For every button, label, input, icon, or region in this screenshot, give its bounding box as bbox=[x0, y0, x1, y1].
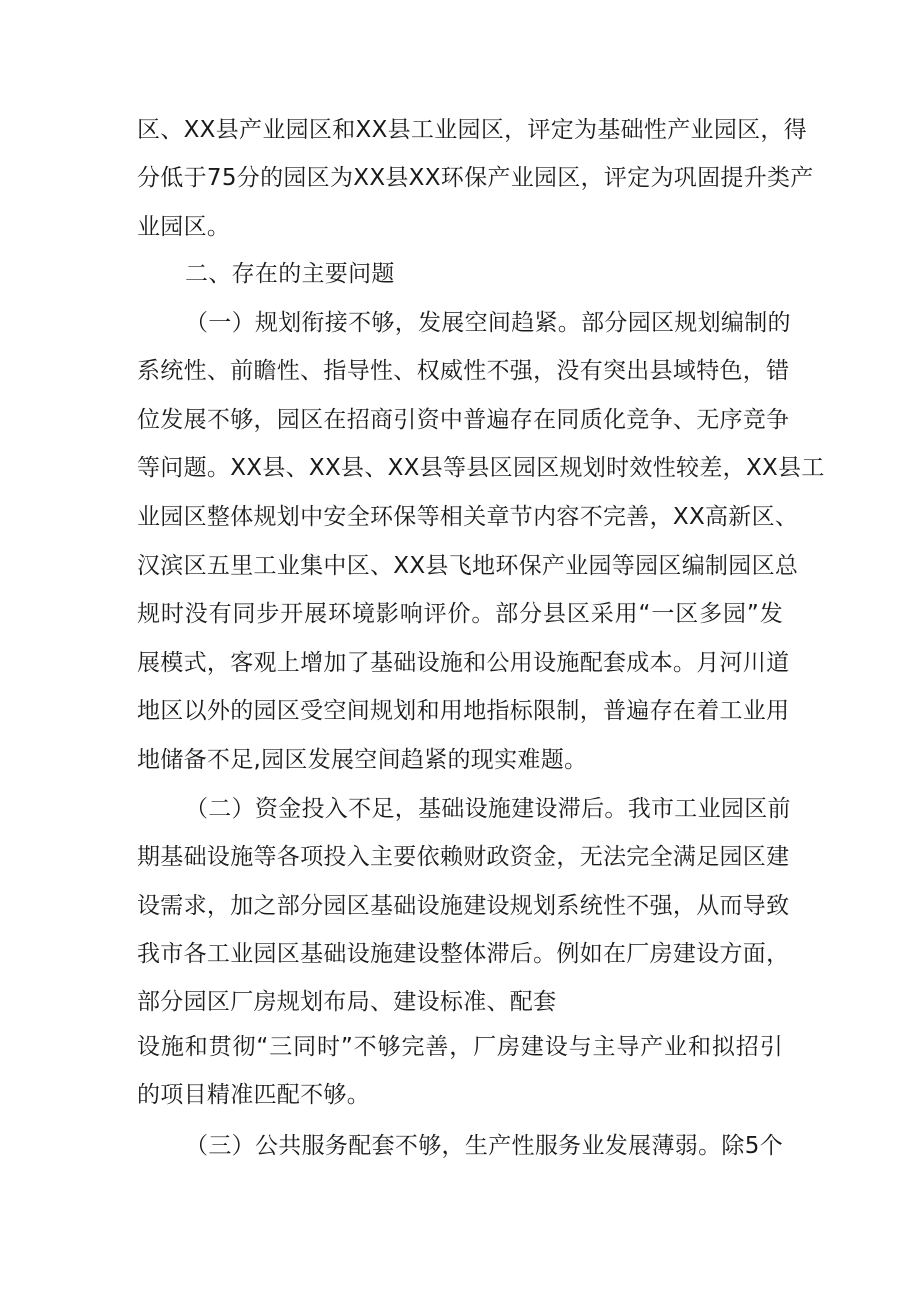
paragraph-line: 汉滨区五里工业集中区、XX县飞地环保产业园等园区编制园区总 bbox=[137, 553, 799, 579]
paragraph-line: 地区以外的园区受空间规划和用地指标限制，普遍存在着工业用 bbox=[137, 698, 790, 724]
paragraph-line: 的项目精准匹配不够。 bbox=[137, 1082, 370, 1108]
paragraph-line: 分低于75分的园区为XX县XX环保产业园区，评定为巩固提升类产 bbox=[137, 165, 814, 191]
paragraph-line: 区、XX县产业园区和XX县工业园区，评定为基础性产业园区，得 bbox=[137, 117, 808, 143]
paragraph-line: 期基础设施等各项投入主要依赖财政资金，无法完全满足园区建 bbox=[137, 844, 790, 870]
paragraph-line: 等问题。XX县、XX县、XX县等县区园区规划时效性较差，XX县工 bbox=[137, 455, 825, 481]
paragraph-line: 部分园区厂房规划布局、建设标准、配套 bbox=[137, 989, 557, 1015]
paragraph-line: 设施和贯彻“三同时”不够完善，厂房建设与主导产业和拟招引 bbox=[137, 1034, 783, 1060]
paragraph-line: 业园区。 bbox=[137, 214, 231, 240]
subsection-heading-line: （一）规划衔接不够，发展空间趋紧。部分园区规划编制的 bbox=[185, 310, 791, 336]
paragraph-line: 展模式，客观上增加了基础设施和公用设施配套成本。月河川道 bbox=[137, 650, 790, 676]
paragraph-line: 业园区整体规划中安全环保等相关章节内容不完善，XX高新区、 bbox=[137, 504, 799, 530]
paragraph-line: 规时没有同步开展环境影响评价。部分县区采用“一区多园”发 bbox=[137, 601, 783, 627]
section-heading: 二、存在的主要问题 bbox=[185, 261, 395, 287]
paragraph-line: 系统性、前瞻性、指导性、权威性不强，没有突出县域特色，错 bbox=[137, 358, 790, 384]
paragraph-line: 地储备不足,园区发展空间趋紧的现实难题。 bbox=[137, 747, 588, 773]
subsection-heading-line: （三）公共服务配套不够，生产性服务业发展薄弱。除5个 bbox=[185, 1133, 783, 1159]
paragraph-line: 我市各工业园区基础设施建设整体滞后。例如在厂房建设方面， bbox=[137, 941, 790, 967]
subsection-heading-line: （二）资金投入不足，基础设施建设滞后。我市工业园区前 bbox=[185, 796, 791, 822]
paragraph-line: 设需求，加之部分园区基础设施建设规划系统性不强，从而导致 bbox=[137, 893, 790, 919]
paragraph-line: 位发展不够，园区在招商引资中普遍存在同质化竞争、无序竞争 bbox=[137, 407, 790, 433]
